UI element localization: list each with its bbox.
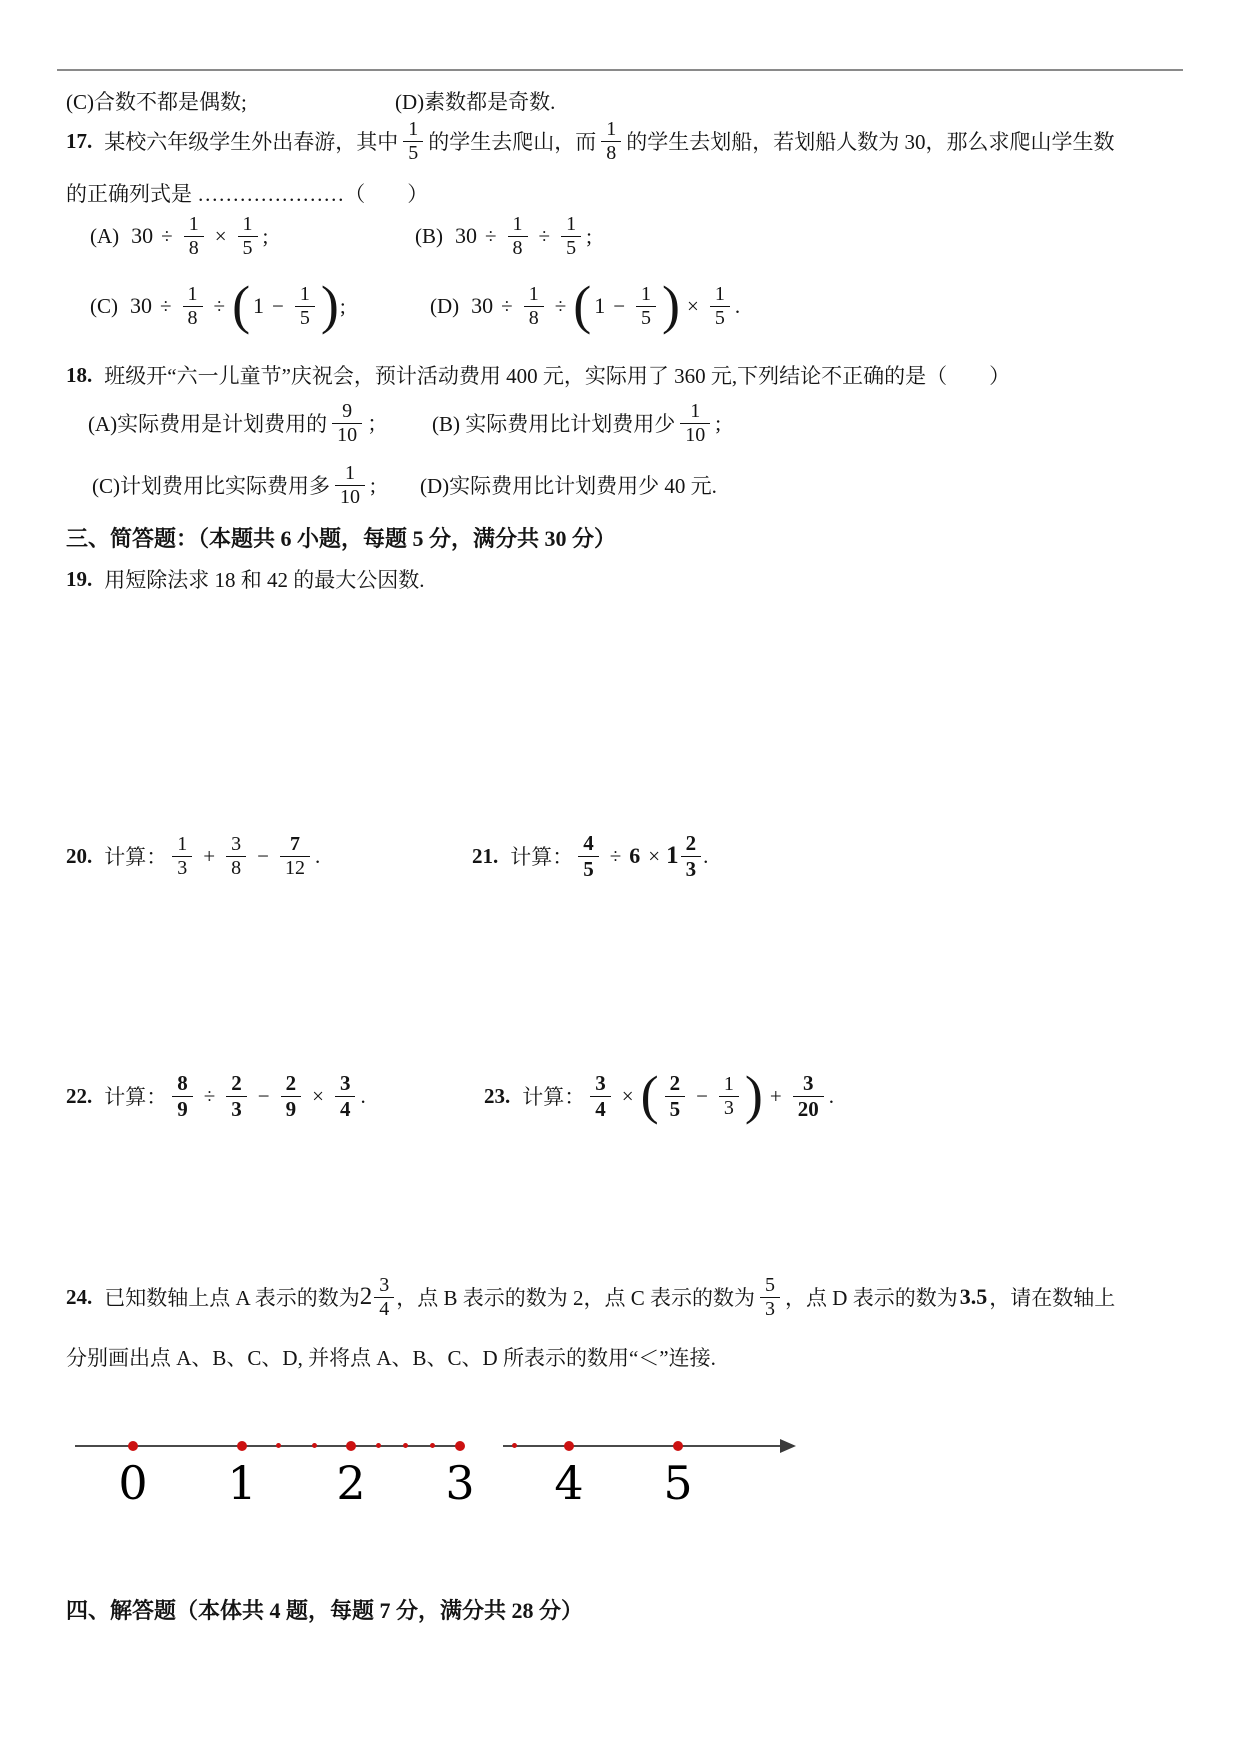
q17-option-b-label: (B) [415, 223, 443, 248]
number-line-label: 0 [118, 1456, 148, 1510]
q20-number: 20. [66, 843, 93, 868]
question-18 [66, 360, 1010, 390]
q18-number: 18. [66, 362, 93, 387]
question-17-line2: 的正确列式是 …………………（ ） [66, 182, 429, 206]
number-line-segment-2 [503, 1445, 782, 1447]
q18-option-c-expr: (C)计划费用比实际费用多 $\frac{1}{10}$ ; [92, 461, 376, 508]
number-line-label: 1 [227, 1456, 257, 1510]
number-line-major-dot [455, 1441, 465, 1451]
q24-number: 24. [66, 1284, 93, 1309]
q17-option-b [415, 206, 592, 266]
q22-number: 22. [66, 1083, 93, 1108]
number-line-major-dot [673, 1441, 683, 1451]
number-line-label: 2 [336, 1456, 366, 1510]
section-3-heading: 三、简答题：（本题共 6 小题，每题 5 分，满分共 30 分） [66, 526, 617, 551]
q21-expression: $\frac{4}{5}$ ÷ 6 × 1 $\frac{2}{3}$ . [573, 832, 708, 879]
q17-option-a-expr: 30 ÷ $\frac{1}{8}$ × $\frac{1}{5}$ ; [131, 212, 269, 259]
q18-option-a-expr: (A)实际费用是计划费用的 $\frac{9}{10}$ ； [88, 399, 389, 446]
number-line-major-dot [237, 1441, 247, 1451]
q23-expression: $\frac{3}{4}$ × ( $\frac{2}{5}$ − $\frac{1}{3}$ ) + $\frac{3}{20}$ . [585, 1072, 834, 1119]
number-line-label: 5 [663, 1456, 693, 1510]
q17-option-d [430, 272, 740, 340]
question-22 [66, 1063, 366, 1129]
number-line-minor-dot [403, 1443, 408, 1448]
q22-label: 计算： [104, 1085, 168, 1109]
question-21 [472, 827, 708, 885]
q17-option-d-label: (D) [430, 293, 460, 318]
number-line-minor-dot [430, 1443, 435, 1448]
q19-statement: 用短除法求 18 和 42 的最大公因数. [104, 568, 425, 592]
section-4-heading: 四、解答题（本体共 4 题，每题 7 分，满分共 28 分） [66, 1598, 584, 1623]
q19-number: 19. [66, 566, 93, 591]
q22-expression: $\frac{8}{9}$ ÷ $\frac{2}{3}$ − $\frac{2}{9}$ × $\frac{3}{4}$ . [167, 1072, 365, 1119]
q18-option-b [432, 394, 721, 452]
number-line-minor-dot [312, 1443, 317, 1448]
q24-statement: 已知数轴上点 A 表示的数为 2 $\frac{3}{4}$ ，点 B 表示的数为 2，点 C 表示的数为 $\frac{5}{3}$ ，点 D 表示的数为 3.5 ，请在数轴上 [104, 1273, 1116, 1320]
q17-option-a [90, 206, 268, 266]
q23-number: 23. [484, 1083, 511, 1108]
q17-option-d-expr: 30 ÷ $\frac{1}{8}$ ÷ ( 1 − $\frac{1}{5}$ ) × $\frac{1}{5}$ . [471, 275, 741, 336]
q18-option-b-expr: (B) 实际费用比计划费用少 $\frac{1}{10}$ ; [432, 399, 722, 446]
q17-option-c [90, 272, 346, 340]
q18-statement: 班级开“六一儿童节”庆祝会，预计活动费用 400 元，实际用了 360 元,下列结论不正确的是（ ） [104, 364, 1011, 388]
q17-option-c-expr: 30 ÷ $\frac{1}{8}$ ÷ ( 1 − $\frac{1}{5}$ ) ; [130, 275, 346, 336]
number-line-minor-dot [512, 1443, 517, 1448]
q18-option-c [92, 456, 376, 514]
top-rule [57, 69, 1183, 71]
q21-label: 计算： [510, 845, 574, 869]
q17-option-c-label: (C) [90, 293, 118, 318]
number-line-arrowhead [780, 1439, 796, 1453]
q17-option-b-expr: 30 ÷ $\frac{1}{8}$ ÷ $\frac{1}{5}$ ; [455, 212, 592, 259]
number-line-minor-dot [276, 1443, 281, 1448]
question-24-line1 [66, 1266, 1115, 1328]
question-19 [66, 564, 425, 594]
question-17-line1 [66, 110, 1115, 172]
q17-option-a-label: (A) [90, 223, 120, 248]
q18-option-d [420, 456, 717, 514]
number-line-major-dot [564, 1441, 574, 1451]
number-line-label: 3 [445, 1456, 475, 1510]
q18-option-d-expr: (D)实际费用比计划费用少 40 元. [420, 474, 717, 498]
prev-option-c: (C)合数不都是偶数; [66, 90, 247, 114]
question-23 [484, 1063, 834, 1129]
prev-option-d: (D)素数都是奇数. [395, 90, 556, 114]
q23-label: 计算： [522, 1085, 586, 1109]
q21-number: 21. [472, 843, 499, 868]
number-line [0, 1398, 1240, 1568]
number-line-label: 4 [554, 1456, 584, 1510]
q17-number: 17. [66, 128, 93, 153]
q20-label: 计算： [104, 845, 168, 869]
q20-expression: $\frac{1}{3}$ + $\frac{3}{8}$ − $\frac{7}{12}$ . [167, 834, 320, 879]
number-line-major-dot [128, 1441, 138, 1451]
q17-statement: 某校六年级学生外出春游，其中 $\frac{1}{5}$ 的学生去爬山，而 $\frac{1}{8}$ 的学生去划船，若划船人数为 30，那么求爬山学生数 [104, 117, 1115, 164]
number-line-major-dot [346, 1441, 356, 1451]
number-line-minor-dot [376, 1443, 381, 1448]
question-24-line2: 分别画出点 A、B、C、D, 并将点 A、B、C、D 所表示的数用“＜”连接. [66, 1346, 716, 1370]
q18-option-a [88, 394, 388, 452]
question-20 [66, 827, 320, 885]
